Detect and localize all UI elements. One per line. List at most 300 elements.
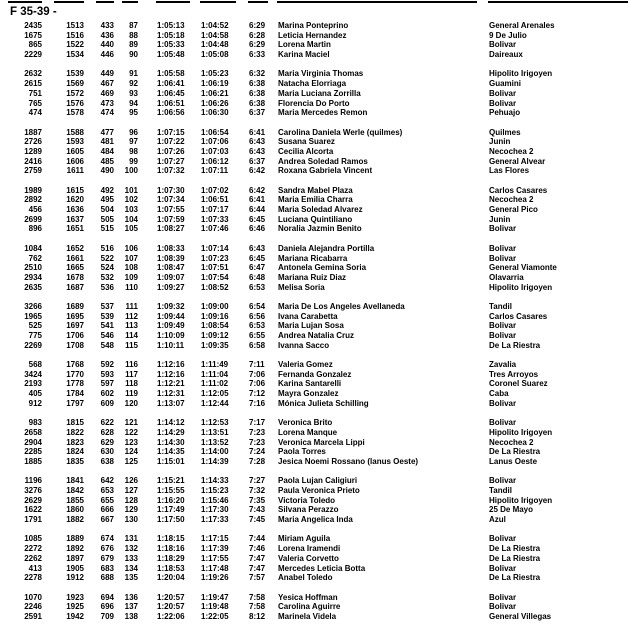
athlete-name: Valeria Corvetto (278, 553, 339, 563)
overall-position: 1860 (66, 505, 84, 515)
result-row (0, 166, 634, 176)
result-row (0, 515, 634, 525)
sex-position: 696 (100, 602, 114, 612)
athlete-name: Maria Lujan Sosa (278, 321, 344, 331)
pace: 7:11 (249, 360, 265, 370)
category-position: 88 (129, 30, 138, 40)
category-position: 92 (129, 79, 138, 89)
category-position: 107 (124, 253, 138, 263)
overall-position: 1689 (66, 301, 84, 311)
sex-position: 490 (100, 166, 114, 176)
gun-time: 1:09:27 (157, 282, 185, 292)
result-row (0, 79, 634, 89)
pace: 6:43 (249, 137, 266, 147)
pace: 6:43 (249, 146, 266, 156)
team-name: General Villegas (489, 611, 552, 621)
athlete-name: Valeria Gomez (278, 360, 333, 370)
category-position: 101 (124, 185, 138, 195)
athlete-name: Mariana Ruiz Diaz (278, 272, 347, 282)
sex-position: 593 (100, 369, 114, 379)
pace: 7:17 (249, 418, 266, 428)
overall-position: 1905 (66, 563, 84, 573)
net-time: 1:19:47 (201, 592, 229, 602)
overall-position: 1942 (66, 611, 84, 621)
sex-position: 653 (100, 486, 114, 495)
category-position: 89 (129, 40, 138, 50)
sex-position: 504 (100, 205, 114, 215)
result-row (0, 360, 634, 370)
gun-time: 1:12:31 (157, 389, 185, 399)
gun-time: 1:14:12 (157, 418, 185, 428)
overall-position: 1822 (66, 427, 84, 437)
category-position: 103 (124, 205, 138, 215)
pace: 6:41 (249, 127, 266, 137)
pace: 7:27 (249, 476, 266, 486)
overall-position: 1855 (66, 495, 84, 505)
team-name: Bolivar (489, 418, 517, 428)
bib-number: 1965 (24, 311, 42, 321)
pace: 7:47 (249, 563, 266, 573)
bib-number: 1791 (24, 515, 42, 525)
sex-position: 522 (100, 253, 114, 263)
pace: 7:23 (249, 427, 266, 437)
gun-time: 1:05:48 (157, 50, 185, 60)
gun-time: 1:07:30 (157, 185, 185, 195)
overall-position: 1770 (66, 369, 84, 379)
team-name: Quilmes (489, 127, 521, 137)
sex-position: 467 (100, 79, 114, 89)
bib-number: 2635 (24, 282, 42, 292)
pace: 6:44 (249, 205, 266, 215)
sex-position: 602 (100, 389, 114, 399)
bib-number: 2285 (24, 447, 42, 457)
athlete-name: Noralia Jazmin Benito (278, 224, 362, 234)
bib-number: 983 (28, 418, 42, 428)
pace: 6:41 (249, 195, 266, 205)
bib-number: 765 (28, 98, 42, 108)
sex-position: 440 (100, 40, 114, 50)
category-position: 100 (124, 166, 138, 176)
overall-position: 1842 (66, 486, 84, 495)
overall-position: 1651 (66, 224, 84, 234)
athlete-name: Natacha Elorriaga (278, 79, 347, 89)
net-time: 1:06:19 (201, 79, 229, 89)
overall-position: 1593 (66, 137, 84, 147)
category-position: 98 (129, 146, 138, 156)
category-position: 126 (124, 476, 138, 486)
result-row (0, 602, 634, 612)
sex-position: 524 (100, 263, 114, 273)
team-name: Necochea 2 (489, 437, 534, 447)
team-name: Bolivar (489, 534, 517, 544)
team-name: Hipolito Irigoyen (489, 69, 553, 79)
pace: 7:23 (249, 437, 266, 447)
header-rule (248, 1, 268, 3)
category-position: 115 (125, 340, 138, 350)
result-row (0, 476, 634, 486)
category-position: 134 (124, 563, 138, 573)
result-row (0, 399, 634, 409)
bib-number: 3424 (24, 369, 42, 379)
category-position: 122 (124, 427, 138, 437)
group-spacer (0, 350, 634, 360)
net-time: 1:07:46 (201, 224, 229, 234)
category-position: 130 (124, 515, 138, 525)
team-name: Lanus Oeste (489, 456, 538, 466)
net-time: 1:12:53 (201, 418, 229, 428)
overall-position: 1768 (66, 360, 84, 370)
overall-position: 1606 (66, 156, 84, 166)
sex-position: 638 (100, 456, 114, 466)
category-position: 109 (124, 272, 138, 282)
result-row (0, 254, 634, 264)
bib-number: 2193 (24, 379, 42, 389)
sex-position: 609 (100, 398, 114, 408)
team-name: Hipolito Irigoyen (489, 427, 553, 437)
net-time: 1:04:58 (201, 30, 229, 40)
sex-position: 548 (100, 340, 114, 350)
sex-position: 597 (100, 379, 114, 389)
bib-number: 2591 (24, 611, 42, 621)
overall-position: 1824 (66, 447, 84, 457)
team-name: Bolivar (489, 253, 517, 263)
result-row (0, 108, 634, 118)
group-spacer (0, 467, 634, 477)
sex-position: 628 (100, 427, 114, 437)
sex-position: 541 (100, 321, 114, 331)
team-name: Tres Arroyos (489, 369, 539, 379)
sex-position: 477 (100, 127, 114, 137)
header-rule (96, 1, 114, 3)
category-position: 117 (125, 369, 138, 379)
sex-position: 484 (100, 146, 114, 156)
gun-time: 1:18:29 (157, 553, 185, 563)
gun-time: 1:08:33 (157, 243, 185, 253)
sex-position: 492 (100, 185, 114, 195)
bib-number: 2934 (24, 272, 42, 282)
team-name: Guamini (489, 79, 522, 89)
category-position: 90 (129, 50, 138, 60)
net-time: 1:06:12 (201, 156, 229, 166)
sex-position: 667 (100, 515, 114, 525)
net-time: 1:12:44 (201, 398, 229, 408)
team-name: Hipolito Irigoyen (489, 282, 553, 292)
overall-position: 1784 (66, 389, 84, 399)
sex-position: 474 (100, 108, 114, 118)
gun-time: 1:05:58 (157, 69, 185, 79)
gun-time: 1:08:39 (157, 253, 185, 263)
result-row (0, 321, 634, 331)
team-name: Las Flores (489, 166, 530, 176)
bib-number: 1887 (24, 127, 42, 137)
overall-position: 1534 (66, 50, 84, 60)
gun-time: 1:09:07 (157, 272, 185, 282)
result-row (0, 312, 634, 322)
athlete-name: Maria Emilia Charra (278, 195, 353, 205)
category-position: 116 (125, 360, 138, 370)
gun-time: 1:13:07 (157, 398, 185, 408)
result-row (0, 40, 634, 50)
category-position: 121 (124, 418, 138, 428)
category-position: 118 (125, 379, 138, 389)
pace: 7:57 (249, 573, 266, 583)
net-time: 1:14:00 (201, 447, 229, 457)
team-name: Bolivar (489, 398, 517, 408)
group-spacer (0, 525, 634, 535)
net-time: 1:15:23 (201, 486, 229, 495)
net-time: 1:17:48 (201, 563, 229, 573)
team-name: De La Riestra (489, 553, 541, 563)
team-name: Junin (489, 214, 511, 224)
overall-position: 1572 (66, 88, 84, 98)
result-row (0, 447, 634, 457)
gun-time: 1:07:15 (157, 127, 185, 137)
gun-time: 1:15:01 (157, 456, 185, 466)
overall-position: 1897 (66, 553, 84, 563)
athlete-name: Maria Angelica Inda (278, 515, 353, 525)
pace: 6:37 (249, 108, 266, 118)
athlete-name: Paula Veronica Prieto (278, 486, 360, 495)
sex-position: 683 (100, 563, 114, 573)
bib-number: 1989 (24, 185, 42, 195)
category-heading: F 35-39 - (10, 6, 57, 18)
category-position: 125 (124, 456, 138, 466)
category-position: 95 (129, 108, 138, 118)
overall-position: 1636 (66, 205, 84, 215)
pace: 6:42 (249, 185, 266, 195)
pace: 7:06 (249, 379, 266, 389)
category-position: 94 (129, 98, 138, 108)
gun-time: 1:05:18 (157, 30, 185, 40)
net-time: 1:08:52 (201, 282, 229, 292)
team-name: De La Riestra (489, 544, 541, 554)
gun-time: 1:09:44 (157, 311, 185, 321)
category-position: 135 (124, 573, 138, 583)
sex-position: 709 (100, 611, 114, 621)
sex-position: 481 (100, 137, 114, 147)
result-row (0, 554, 634, 564)
pace: 6:43 (249, 243, 266, 253)
gun-time: 1:12:16 (157, 360, 185, 370)
sex-position: 688 (100, 573, 114, 583)
category-position: 120 (124, 398, 138, 408)
net-time: 1:09:16 (201, 311, 229, 321)
category-position: 111 (125, 301, 138, 311)
result-row (0, 186, 634, 196)
gun-time: 1:17:49 (157, 505, 185, 515)
athlete-name: Andrea Natalia Cruz (278, 331, 355, 340)
athlete-name: Sandra Mabel Plaza (278, 185, 353, 195)
bib-number: 2262 (24, 553, 42, 563)
overall-position: 1522 (66, 40, 84, 50)
sex-position: 539 (100, 311, 114, 321)
athlete-name: Florencia Do Porto (278, 98, 350, 108)
gun-time: 1:16:20 (157, 495, 185, 505)
team-name: Bolivar (489, 331, 517, 340)
bib-number: 3266 (24, 301, 42, 311)
pace: 6:56 (249, 311, 266, 321)
sex-position: 515 (100, 224, 114, 234)
overall-position: 1815 (66, 418, 84, 428)
result-row (0, 612, 634, 622)
category-position: 97 (129, 137, 138, 147)
gun-time: 1:17:50 (157, 515, 185, 525)
net-time: 1:09:12 (201, 331, 229, 340)
category-position: 132 (124, 544, 138, 554)
overall-position: 1823 (66, 437, 84, 447)
bib-number: 568 (28, 360, 42, 370)
sex-position: 676 (100, 544, 114, 554)
sex-position: 469 (100, 88, 114, 98)
net-time: 1:07:02 (201, 185, 229, 195)
athlete-name: Susana Suarez (278, 137, 335, 147)
overall-position: 1588 (66, 127, 84, 137)
net-time: 1:07:51 (201, 263, 229, 273)
result-row (0, 137, 634, 147)
athlete-name: Paola Torres (278, 447, 326, 457)
category-position: 124 (124, 447, 138, 457)
bib-number: 2759 (24, 166, 42, 176)
net-time: 1:14:33 (201, 476, 229, 486)
bib-number: 525 (28, 321, 42, 331)
pace: 6:38 (249, 79, 266, 89)
category-position: 127 (124, 486, 138, 495)
pace: 7:47 (249, 553, 266, 563)
net-time: 1:13:52 (201, 437, 229, 447)
category-position: 131 (124, 534, 138, 544)
overall-position: 1697 (66, 321, 84, 331)
category-position: 128 (124, 495, 138, 505)
result-row (0, 370, 634, 380)
net-time: 1:05:08 (201, 50, 229, 60)
overall-position: 1569 (66, 79, 84, 89)
bib-number: 865 (28, 40, 42, 50)
category-position: 99 (129, 156, 138, 166)
bib-number: 2615 (24, 79, 42, 89)
pace: 7:58 (249, 602, 266, 612)
team-name: Carlos Casares (489, 185, 548, 195)
athlete-name: Veronica Marcela Lippi (278, 437, 365, 447)
bib-number: 474 (28, 108, 42, 118)
pace: 6:38 (249, 98, 266, 108)
gun-time: 1:15:55 (157, 486, 185, 495)
result-row (0, 505, 634, 515)
net-time: 1:11:04 (201, 369, 229, 379)
overall-position: 1835 (66, 456, 84, 466)
category-position: 137 (124, 602, 138, 612)
sex-position: 536 (100, 282, 114, 292)
sex-position: 674 (100, 534, 114, 544)
overall-position: 1615 (66, 185, 84, 195)
gun-time: 1:14:30 (157, 437, 185, 447)
header-rule (277, 1, 477, 3)
pace: 6:29 (249, 40, 266, 50)
team-name: De La Riestra (489, 340, 541, 350)
header-rule (122, 1, 138, 3)
team-name: Bolivar (489, 40, 517, 50)
sex-position: 629 (100, 437, 114, 447)
team-name: Tandil (489, 486, 512, 495)
sex-position: 546 (100, 331, 114, 340)
net-time: 1:07:33 (201, 214, 229, 224)
team-name: De La Riestra (489, 447, 541, 457)
sex-position: 666 (100, 505, 114, 515)
bib-number: 2416 (24, 156, 42, 166)
gun-time: 1:20:57 (157, 592, 185, 602)
team-name: Caba (489, 389, 509, 399)
category-position: 136 (124, 592, 138, 602)
bib-number: 456 (28, 205, 42, 215)
category-position: 96 (129, 127, 138, 137)
overall-position: 1706 (66, 331, 84, 340)
overall-position: 1661 (66, 253, 84, 263)
athlete-name: Marinela Videla (278, 611, 337, 621)
team-name: Zavalia (489, 360, 517, 370)
athlete-name: Antonela Gemina Soria (278, 263, 367, 273)
category-position: 114 (125, 331, 138, 340)
result-row (0, 486, 634, 496)
pace: 7:44 (249, 534, 266, 544)
pace: 6:38 (249, 88, 266, 98)
category-position: 119 (125, 389, 138, 399)
net-time: 1:06:51 (201, 195, 229, 205)
bib-number: 1675 (24, 30, 42, 40)
athlete-name: Karina Maciel (278, 50, 330, 60)
result-row (0, 50, 634, 60)
category-position: 105 (124, 224, 138, 234)
athlete-name: Leticia Hernandez (278, 30, 347, 40)
overall-position: 1882 (66, 515, 84, 525)
gun-time: 1:08:27 (157, 224, 185, 234)
athlete-name: Silvana Perazzo (278, 505, 339, 515)
net-time: 1:06:21 (201, 88, 229, 98)
bib-number: 2278 (24, 573, 42, 583)
team-name: Coronel Suarez (489, 379, 548, 389)
gun-time: 1:08:47 (157, 263, 185, 273)
result-row (0, 147, 634, 157)
gun-time: 1:05:33 (157, 40, 185, 50)
athlete-name: Carolina Aguirre (278, 602, 341, 612)
bib-number: 896 (28, 224, 42, 234)
bib-number: 2658 (24, 427, 42, 437)
athlete-name: Maria Luciana Zorrilla (278, 88, 361, 98)
net-time: 1:13:51 (201, 427, 229, 437)
bib-number: 1885 (24, 456, 42, 466)
athlete-name: Carolina Daniela Werle (quilmes) (278, 127, 403, 137)
athlete-name: Ivanna Sacco (278, 340, 330, 350)
bib-number: 1084 (24, 243, 42, 253)
pace: 6:28 (249, 30, 266, 40)
category-position: 112 (125, 311, 138, 321)
sex-position: 495 (100, 195, 114, 205)
group-spacer (0, 118, 634, 128)
team-name: Bolivar (489, 321, 517, 331)
team-name: Bolivar (489, 602, 517, 612)
sex-position: 532 (100, 272, 114, 282)
sex-position: 537 (100, 301, 114, 311)
bib-number: 2510 (24, 263, 42, 273)
overall-position: 1516 (66, 30, 84, 40)
overall-position: 1611 (66, 166, 84, 176)
team-name: Bolivar (489, 88, 517, 98)
category-position: 123 (124, 437, 138, 447)
category-position: 108 (124, 263, 138, 273)
bib-number: 2229 (24, 50, 42, 60)
bib-number: 2246 (24, 602, 42, 612)
team-name: De La Riestra (489, 573, 541, 583)
overall-position: 1841 (66, 476, 84, 486)
result-row (0, 564, 634, 574)
